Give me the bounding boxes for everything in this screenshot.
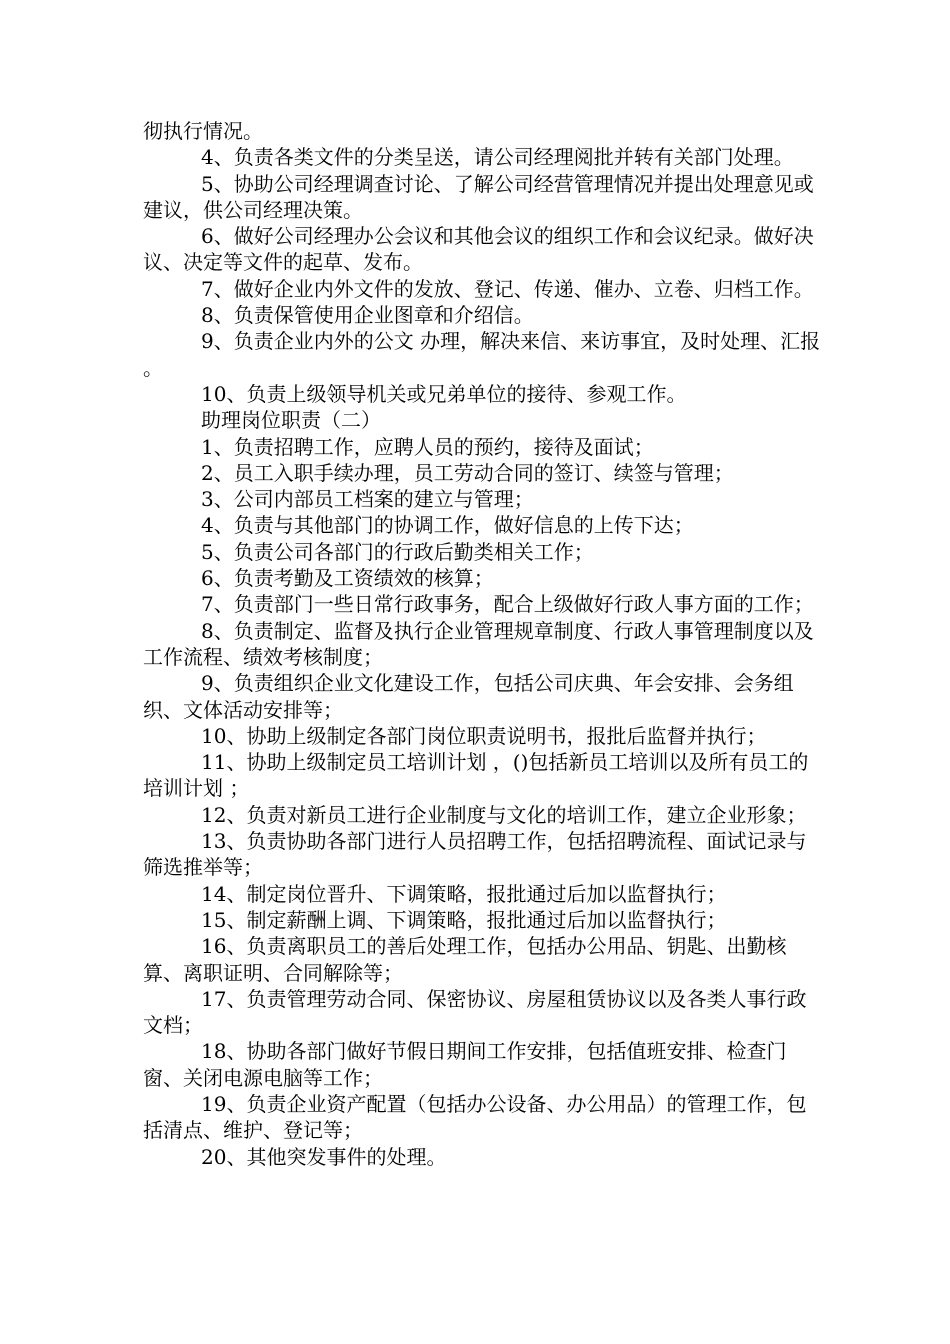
paragraph-item-4: 4、负责各类文件的分类呈送，请公司经理阅批并转有关部门处理。 [201,145,794,170]
duty-item-10: 10、协助上级制定各部门岗位职责说明书，报批后监督并执行； [201,723,767,748]
paragraph-item-7: 7、做好企业内外文件的发放、登记、传递、催办、立卷、归档工作。 [201,276,814,301]
duty-item-15: 15、制定薪酬上调、下调策略，报批通过后加以监督执行； [201,907,727,932]
duty-item-5: 5、负责公司各部门的行政后勤类相关工作； [201,539,594,564]
duty-item-14: 14、制定岗位晋升、下调策略，报批通过后加以监督执行； [201,881,727,906]
duty-item-13: 13、负责协助各部门进行人员招聘工作，包括招聘流程、面试记录与筛选推举等； [143,829,807,880]
duty-item-16: 16、负责离职员工的善后处理工作，包括办公用品、钥匙、出勤核算、离职证明、合同解除等； [143,934,787,985]
duty-item-9: 9、负责组织企业文化建设工作，包括公司庆典、年会安排、会务组织、文体活动安排等； [143,671,794,722]
duty-item-12: 12、负责对新员工进行企业制度与文化的培训工作，建立企业形象； [201,802,807,827]
paragraph-item-6: 6、做好公司经理办公会议和其他会议的组织工作和会议纪录。做好决议、决定等文件的起草、发布。 [143,224,814,275]
duty-item-18: 18、协助各部门做好节假日期间工作安排，包括值班安排、检查门窗、关闭电源电脑等工作； [143,1039,787,1090]
duty-item-1: 1、负责招聘工作，应聘人员的预约，接待及面试； [201,434,654,459]
duty-item-6: 6、负责考勤及工资绩效的核算； [201,566,494,591]
document-body [143,118,823,1170]
paragraph-item-9: 9、负责企业内外的公文 办理，解决来信、来访事宜，及时处理、汇报 。 [143,329,821,380]
paragraph-item-10: 10、负责上级领导机关或兄弟单位的接待、参观工作。 [201,381,687,406]
duty-item-4: 4、负责与其他部门的协调工作，做好信息的上传下达； [201,513,694,538]
duty-item-3: 3、公司内部员工档案的建立与管理； [201,487,534,512]
duty-item-19: 19、负责企业资产配置（包括办公设备、办公用品）的管理工作，包括清点、维护、登记等； [143,1091,807,1143]
paragraph-item-5: 5、协助公司经理调查讨论、了解公司经营管理情况并提出处理意见或建议，供公司经理决策。 [143,171,814,222]
duty-item-17: 17、负责管理劳动合同、保密协议、房屋租赁协议以及各类人事行政文档； [143,986,807,1038]
duty-item-7: 7、负责部门一些日常行政事务，配合上级做好行政人事方面的工作； [201,592,814,617]
duty-item-2: 2、员工入职手续办理，员工劳动合同的签订、续签与管理； [201,460,734,485]
paragraph-continuation: 彻执行情况。 [143,119,263,143]
duty-item-8: 8、负责制定、监督及执行企业管理规章制度、行政人事管理制度以及工作流程、绩效考核制度； [143,618,814,669]
duty-item-20: 20、其他突发事件的处理。 [201,1144,447,1169]
section-heading: 助理岗位职责（二） [201,408,381,433]
paragraph-item-8: 8、负责保管使用企业图章和介绍信。 [201,303,534,328]
duty-item-11: 11、协助上级制定员工培训计划 ，()包括新员工培训以及所有员工的培训计划 ； [143,750,809,801]
